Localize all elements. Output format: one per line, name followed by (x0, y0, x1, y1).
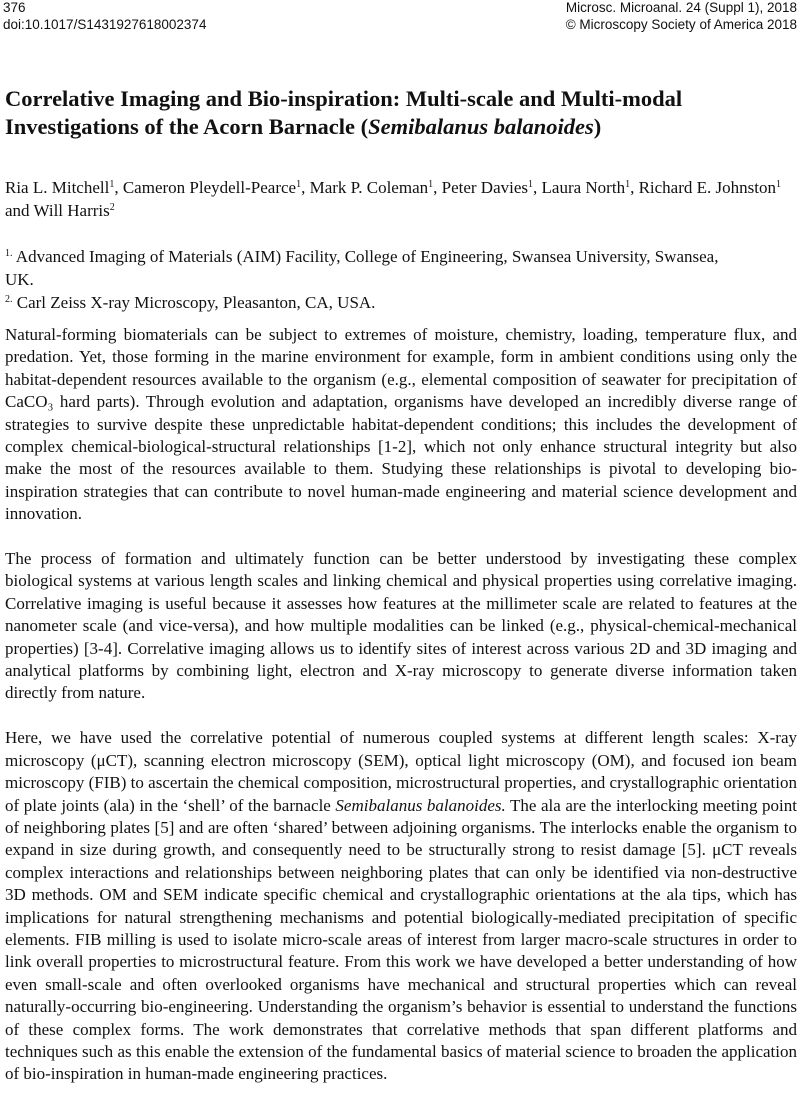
doi: doi:10.1017/S1431927618002374 (3, 17, 207, 32)
author: Ria L. Mitchell$^1$, (5, 178, 123, 197)
author: Richard E. Johnston$^1$ and (5, 178, 781, 220)
page-number: 376 (3, 0, 26, 15)
affiliation: $^{1.}$ Advanced Imaging of Materials (AIM) Facility, College of Engineering, Swansea University, Swansea, UK. (5, 247, 719, 289)
journal-citation: Microsc. Microanal. 24 (Suppl 1), 2018 (565, 0, 797, 15)
affiliation: $^{2.}$ Carl Zeiss X-ray Microscopy, Pleasanton, CA, USA. (5, 293, 376, 312)
author: Mark P. Coleman$^1$, (309, 178, 442, 197)
header-right (566, 0, 797, 33)
paragraph: Here, we have used the correlative potential of numerous coupled systems at different length scales: X-ray microscopy (μCT), scanning electron microscopy (SEM), optical light microscopy (OM), and focused ion beam microscopy (FIB) to ascertain the chemical composition, microstructural properties, and crystallographic orientation of plate joints (ala) in the ‘shell’ of the barnacle Semibalanus balanoides. The ala are the interlocking meeting point of neighboring plates [5] and are often ‘shared’ between adjoining organisms. The interlocks enable the organism to expand in size during growth, and consequently need to be structurally strong to resist damage [5]. μCT reveals complex interactions and relationships between neighboring plates that can only be identified via non-destructive 3D methods. OM and SEM indicate specific chemical and crystallographic orientations at the ala tips, which has implications for natural strengthening mechanisms and potential biologically-mediated precipitation of specific elements. FIB milling is used to isolate micro-scale areas of interest from larger macro-scale structures in order to link overall properties to microstructural feature. From this work we have developed a better understanding of how even small-scale and often overlooked organisms have mechanical and structural properties which can reveal naturally-occurring bio-engineering. Understanding the organism’s behavior is essential to understand the functions of these complex forms. The work demonstrates that correlative methods that span different platforms and techniques such as this enable the extension of the fundamental basics of material science to broaden the application of bio-inspiration in human-made engineering practices. (5, 728, 797, 1084)
copyright: © Microscopy Society of America 2018 (565, 17, 797, 32)
title-species: Semibalanus balanoides (368, 114, 594, 139)
paragraph: Natural-forming biomaterials can be subject to extremes of moisture, chemistry, loading, temperature flux, and predation. Yet, those forming in the marine environment for example, form in ambient conditions using only the habitat-dependent resources available to the organism (e.g., elemental composition of seawater for precipitation of CaCO₃ hard parts). Through evolution and adaptation, organisms have developed an incredibly diverse range of strategies to survive despite these unpredictable habitat-dependent conditions; this includes the development of complex chemical-biological-structural relationships [1-2], which not only enhance structural integrity but also make the most of the resources available to them. Studying these relationships is pivotal to developing bio-inspiration strategies that can contribute to novel human-made engineering and material science development and innovation. (5, 325, 797, 524)
page-header (0, 0, 800, 33)
paragraph: The process of formation and ultimately function can be better understood by investigating these complex biological systems at various length scales and linking chemical and physical properties using correlative imaging. Correlative imaging is useful because it assesses how features at the millimeter scale are related to features at the nanometer scale (and vice-versa), and how multiple modalities can be linked (e.g., physical-chemical-mechanical properties) [3-4]. Correlative imaging allows us to identify sites of interest across various 2D and 3D imaging and analytical platforms by combining light, electron and X-ray microscopy to generate diverse information taken directly from nature. (5, 549, 797, 703)
affiliations (5, 245, 795, 314)
species-name: Semibalanus balanoides. (335, 795, 506, 815)
title-text: Correlative Imaging and Bio-inspiration: Multi-scale and Multi-modal Investigations of the Acorn Barnacle ( (5, 86, 683, 139)
author: Cameron Pleydell-Pearce$^1$, (122, 178, 310, 197)
author: Will Harris$^2$ (33, 201, 115, 220)
header-left (3, 0, 206, 33)
author: Laura North$^1$, (541, 178, 639, 197)
author: Peter Davies$^1$, (441, 178, 542, 197)
title-end: ) (593, 114, 602, 139)
abstract-body (5, 324, 797, 1086)
paper-title (5, 85, 795, 141)
author-list (5, 176, 800, 222)
